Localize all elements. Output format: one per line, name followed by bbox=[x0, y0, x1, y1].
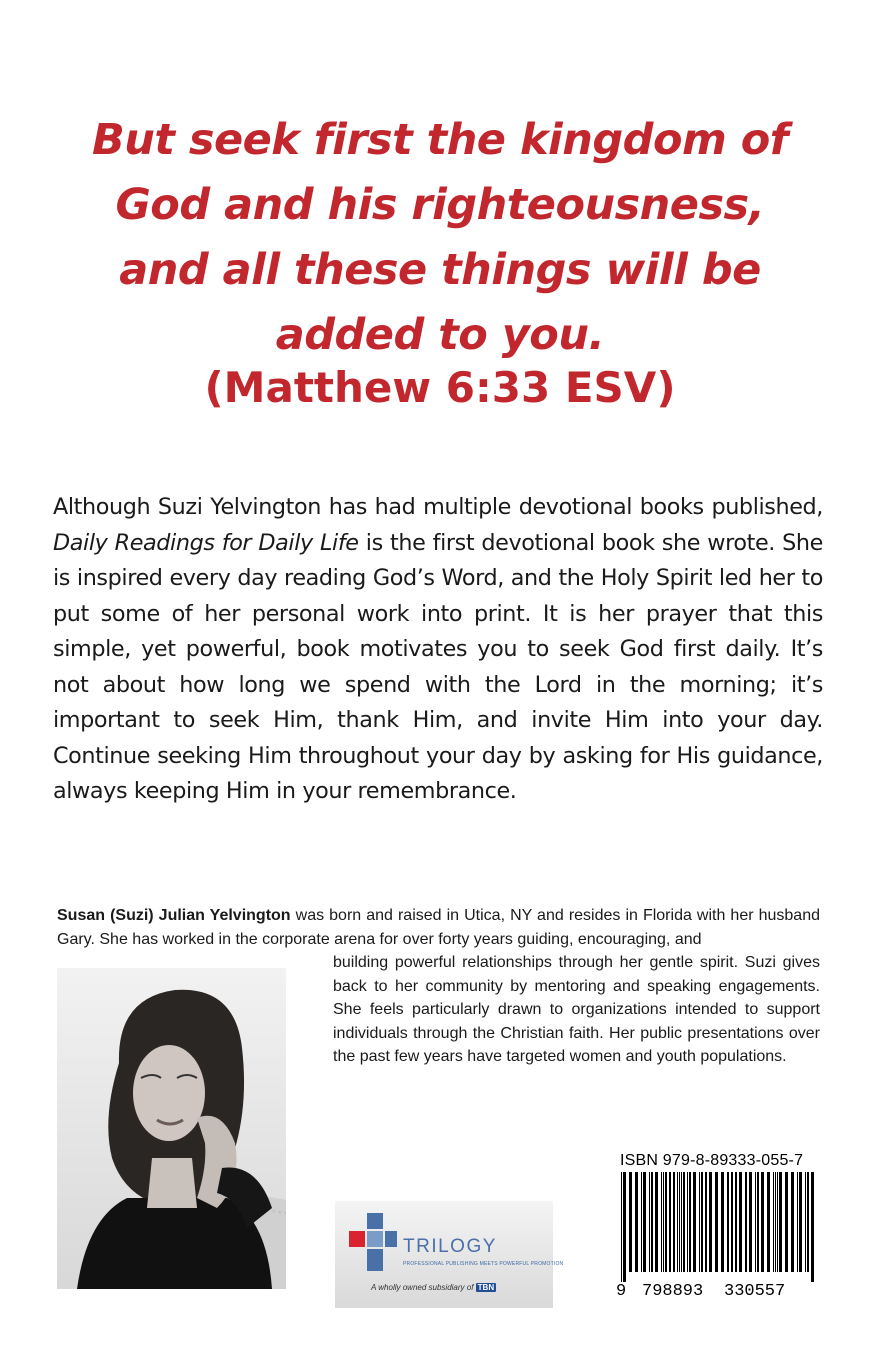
barcode-bars-icon bbox=[601, 1172, 820, 1282]
barcode-bar bbox=[749, 1172, 752, 1272]
barcode-bar bbox=[767, 1172, 770, 1272]
barcode-bar bbox=[715, 1172, 718, 1272]
barcode-bar bbox=[665, 1172, 667, 1272]
description-intro: Although Suzi Yelvington has had multiple devotional books published, bbox=[53, 494, 823, 520]
barcode-bar bbox=[721, 1172, 724, 1272]
author-bio-top bbox=[57, 904, 820, 951]
barcode-bar bbox=[635, 1172, 638, 1272]
barcode-bar bbox=[799, 1172, 802, 1272]
barcode-bar bbox=[785, 1172, 788, 1272]
barcode-digit-group: 330557 bbox=[724, 1282, 786, 1301]
subsidiary-text: A wholly owned subsidiary of bbox=[371, 1283, 474, 1292]
barcode-bar bbox=[757, 1172, 759, 1272]
barcode-bar bbox=[661, 1172, 662, 1272]
publisher-name: TRILOGY bbox=[403, 1236, 497, 1257]
book-description bbox=[53, 490, 823, 810]
publisher-logo bbox=[335, 1201, 564, 1308]
barcode-digit-group: 798893 bbox=[642, 1282, 704, 1301]
barcode-bar bbox=[807, 1172, 809, 1272]
quote-line: God and his righteousness, bbox=[115, 180, 765, 230]
barcode-bar bbox=[689, 1172, 691, 1272]
publisher-tagline: PROFESSIONAL PUBLISHING MEETS POWERFUL PROMOTION bbox=[403, 1261, 564, 1267]
barcode-bar bbox=[677, 1172, 678, 1272]
book-title: Daily Readings for Daily Life bbox=[53, 529, 359, 556]
barcode-bar bbox=[683, 1172, 685, 1272]
barcode-bar bbox=[687, 1172, 688, 1272]
quote-line: added to you. bbox=[275, 310, 605, 360]
barcode-bar bbox=[735, 1172, 737, 1272]
tbn-logo: TBN bbox=[477, 1283, 495, 1292]
barcode-bar bbox=[755, 1172, 756, 1272]
quote-line: But seek first the kingdom of bbox=[91, 115, 789, 165]
barcode-bar bbox=[775, 1172, 776, 1272]
barcode-bar bbox=[699, 1172, 700, 1272]
barcode-bar bbox=[681, 1172, 682, 1272]
barcode-bar bbox=[797, 1172, 798, 1272]
barcode-bar bbox=[731, 1172, 733, 1272]
barcode-bar bbox=[805, 1172, 806, 1272]
description-body: is the first devotional book she wrote. She is inspired every day reading God’s Word, and the Holy Spirit led her to put some of her personal work into print. It is her prayer that this simple, yet powerful, book motivates you to seek God first daily. It’s not about how long we spend with the Lord in the morning; it’s important to seek Him, thank Him, and invite Him into your day. Continue seeking Him throughout your day by asking for His guidance, always keeping Him in your remembrance. bbox=[53, 529, 823, 804]
barcode-digit-group: 9 bbox=[616, 1282, 627, 1301]
barcode-digits bbox=[601, 1282, 820, 1308]
barcode-bar bbox=[773, 1172, 774, 1272]
scripture-quote bbox=[40, 108, 840, 368]
barcode-bar bbox=[779, 1172, 782, 1272]
quote-line: and all these things will be bbox=[119, 245, 761, 295]
barcode-bar bbox=[663, 1172, 664, 1272]
author-bio-right: building powerful relationships through her gentle spirit. Suzi gives back to her community by mentoring and speaking engagements. She feels particularly drawn to organizations intended to support individuals through the Christian faith. Her public presentations over the past few years have targeted women and youth populations. bbox=[333, 954, 820, 1065]
author-portrait-icon bbox=[57, 968, 286, 1289]
bio-text-top: was born and raised in Utica, NY and resides in Florida with her husband Gary. She has worked in the corporate arena for over forty years guiding, encouraging, and bbox=[57, 907, 820, 948]
barcode-bar bbox=[701, 1172, 703, 1272]
barcode-bar bbox=[761, 1172, 764, 1272]
barcode-bar bbox=[693, 1172, 696, 1272]
barcode-bar bbox=[791, 1172, 794, 1272]
isbn-label: ISBN 979-8-89333-055-7 bbox=[620, 1152, 804, 1169]
publisher-subsidiary bbox=[371, 1283, 496, 1292]
barcode-bar bbox=[655, 1172, 658, 1272]
barcode-bar bbox=[641, 1172, 642, 1272]
barcode-bar bbox=[727, 1172, 729, 1272]
scripture-citation: (Matthew 6:33 ESV) bbox=[204, 363, 676, 412]
barcode-bar bbox=[739, 1172, 742, 1272]
barcode-bar bbox=[623, 1172, 626, 1282]
barcode-bar bbox=[777, 1172, 778, 1272]
author-photo bbox=[57, 968, 286, 1289]
barcode-bar bbox=[673, 1172, 675, 1272]
barcode-bar bbox=[669, 1172, 671, 1272]
barcode-bar bbox=[745, 1172, 747, 1272]
barcode-bar bbox=[705, 1172, 707, 1272]
barcode-bar bbox=[651, 1172, 653, 1272]
barcode-bar bbox=[621, 1172, 622, 1282]
barcode-bar bbox=[679, 1172, 680, 1272]
barcode-bar bbox=[629, 1172, 632, 1272]
barcode-bar bbox=[643, 1172, 646, 1272]
barcode-bar bbox=[811, 1172, 814, 1282]
barcode-bar bbox=[649, 1172, 650, 1272]
author-name: Susan (Suzi) Julian Yelvington bbox=[57, 907, 291, 924]
trilogy-cross-icon bbox=[349, 1213, 397, 1273]
barcode-bar bbox=[709, 1172, 712, 1272]
